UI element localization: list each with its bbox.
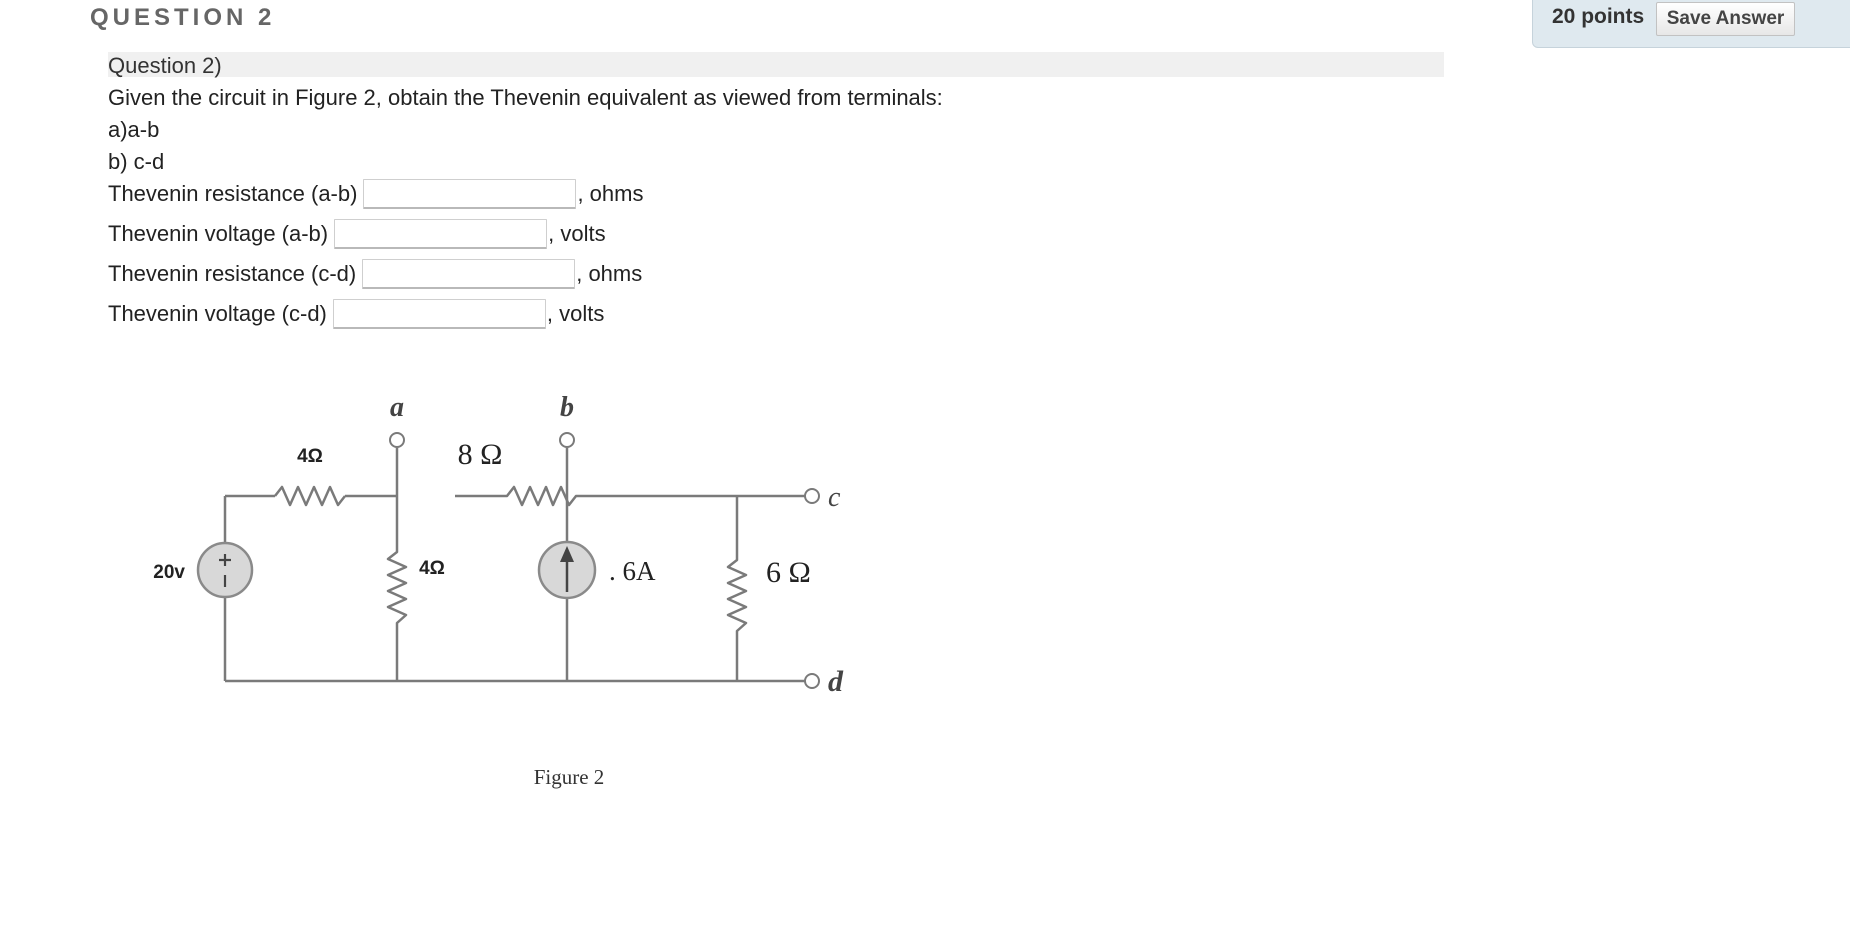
rth-ab-input[interactable] xyxy=(363,179,576,209)
answer-label: Thevenin resistance (a-b) xyxy=(108,181,358,206)
answer-unit: , volts xyxy=(546,301,605,326)
part-b-text: b) c-d xyxy=(108,149,165,174)
resistor-6ohm-label: 6 Ω xyxy=(766,556,811,589)
circuit-wires xyxy=(225,448,805,681)
resistor-6ohm-vertical xyxy=(728,496,746,681)
vth-ab-input[interactable] xyxy=(334,219,547,249)
terminal-a-node xyxy=(390,433,404,447)
terminal-c-label: c xyxy=(828,482,841,513)
figure-caption: Figure 2 xyxy=(533,765,605,789)
rth-cd-input[interactable] xyxy=(362,259,575,289)
circuit-figure xyxy=(140,382,900,802)
source-voltage-label: 20v xyxy=(153,562,185,583)
question-prompt: Given the circuit in Figure 2, obtain the Thevenin equivalent as viewed from terminals: xyxy=(108,85,943,110)
voltage-source-icon xyxy=(198,543,252,597)
question-title: Question 2) xyxy=(108,53,222,78)
current-source-icon xyxy=(539,542,595,598)
part-a-text: a)a-b xyxy=(108,117,160,142)
terminal-b-label: b xyxy=(560,392,574,423)
terminal-d-label: d xyxy=(828,665,843,698)
vth-cd-input[interactable] xyxy=(333,299,546,329)
terminal-d-node xyxy=(805,674,819,688)
resistor-4ohm-top-label: 4Ω xyxy=(297,446,323,467)
question-title-bar xyxy=(108,52,1444,77)
question-header: QUESTION 2 xyxy=(90,4,276,31)
terminal-a-label: a xyxy=(390,392,404,423)
current-source-label: . 6A xyxy=(609,556,656,586)
answer-row-rth-cd xyxy=(108,257,642,291)
save-answer-button[interactable]: Save Answer xyxy=(1656,2,1795,36)
resistor-8ohm-label: 8 Ω xyxy=(457,438,503,471)
resistor-4ohm-vertical-label: 4Ω xyxy=(419,558,445,579)
answer-label: Thevenin resistance (c-d) xyxy=(108,261,357,286)
answer-row-vth-ab xyxy=(108,217,606,251)
answer-unit: , ohms xyxy=(577,181,644,206)
resistor-4ohm-top xyxy=(275,487,345,505)
terminal-b-node xyxy=(560,433,574,447)
answer-unit: , ohms xyxy=(576,261,643,286)
terminal-c-node xyxy=(805,489,819,503)
answer-unit: , volts xyxy=(548,221,606,246)
answer-label: Thevenin voltage (c-d) xyxy=(108,301,327,326)
answer-row-rth-ab xyxy=(108,177,643,211)
points-panel xyxy=(1532,0,1850,48)
answer-label: Thevenin voltage (a-b) xyxy=(108,221,329,246)
resistor-4ohm-vertical xyxy=(388,448,406,681)
answer-row-vth-cd xyxy=(108,297,604,331)
points-label: 20 points xyxy=(1552,5,1645,28)
